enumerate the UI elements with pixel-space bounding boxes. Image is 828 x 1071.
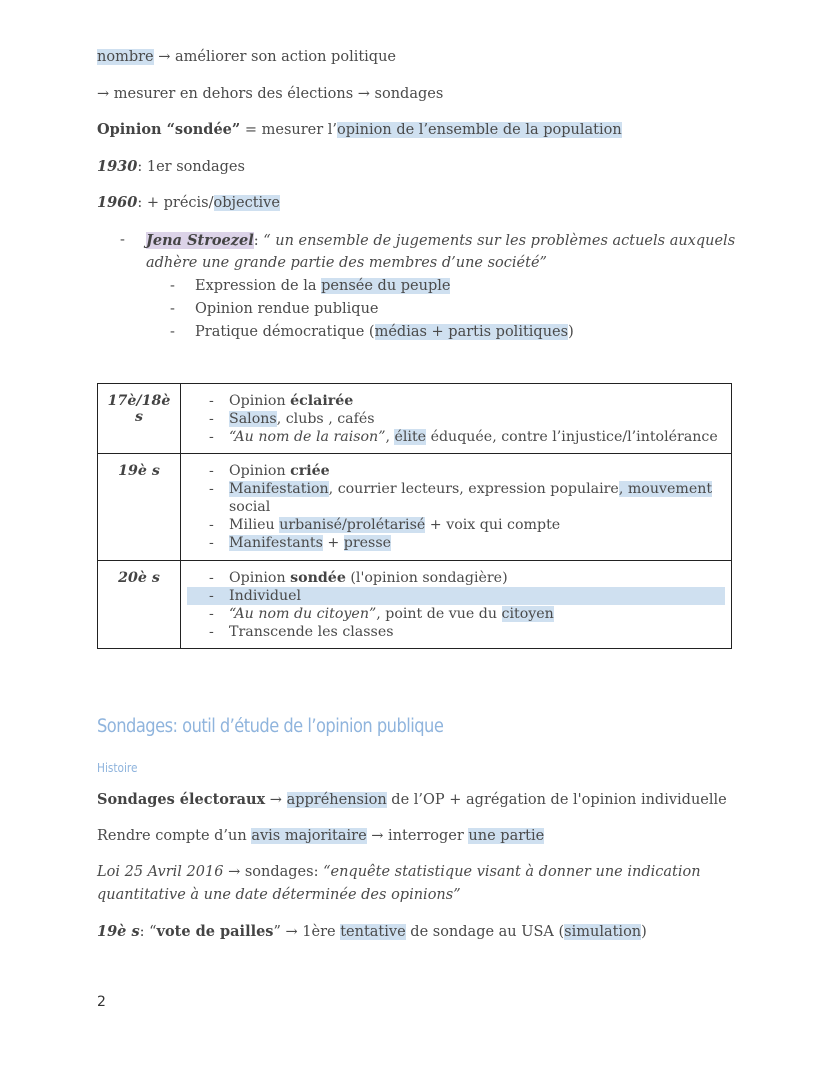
quote-text: adhère une grande partie des membres d’une société” [146, 255, 547, 271]
paragraph-nombre [97, 47, 396, 67]
sub-item-pratique [195, 321, 574, 344]
list-bullet: - [120, 232, 125, 248]
text: : + précis/ [137, 195, 214, 211]
paragraph-sondages-electoraux: Sondages électoraux → appréhension de l’OP + agrégation de l'opinion individuelle [97, 791, 727, 808]
era-cell: 17è/18è s [98, 384, 181, 454]
paragraph-loi-line-1: Loi 25 Avril 2016 → sondages: “enquête statistique visant à donner une indication [97, 864, 701, 880]
paragraph-loi-line-2: quantitative à une date déterminée des opinions” [97, 887, 461, 903]
list-item: - Individuel [187, 587, 725, 605]
text: → améliorer son action politique [153, 49, 397, 65]
paragraph-1960 [97, 193, 280, 213]
text: : [253, 233, 264, 249]
paragraph-1930 [97, 157, 245, 177]
paragraph-vote-de-pailles: 19è s: “vote de pailles” → 1ère tentative de sondage au USA (simulation) [97, 923, 647, 940]
list-item: - Salons, clubs , cafés [209, 411, 375, 427]
list-item: - Manifestation, courrier lecteurs, expression populaire, mouvement social [209, 481, 713, 515]
list-bullet: - [170, 278, 175, 294]
text: Pratique démocratique ( [195, 324, 375, 340]
list-bullet: - [170, 301, 175, 317]
definition-line-1 [146, 229, 735, 253]
era-cell: 19è s [98, 454, 181, 561]
paragraph-opinion-sondee [97, 120, 622, 140]
year-text: 1960 [97, 194, 138, 211]
text: : 1er sondages [137, 159, 245, 175]
text: Expression de la [195, 278, 322, 294]
highlight-text: nombre [97, 49, 154, 65]
content-cell [181, 454, 732, 561]
list-item: - “Au nom du citoyen”, point de vue du citoyen [209, 606, 554, 622]
list-item: - Opinion sondée (l'opinion sondagière) [209, 570, 508, 586]
highlight-text: opinion de l’ensemble de la population [337, 122, 622, 138]
opinion-table [97, 383, 732, 649]
page-number: 2 [97, 994, 106, 1010]
paragraph-rendre-compte: Rendre compte d’un avis majoritaire → interroger une partie [97, 828, 545, 844]
highlight-text: objective [213, 195, 280, 211]
list-item: - Transcende les classes [209, 624, 394, 640]
text: → mesurer en dehors des élections → sondages [97, 86, 444, 102]
era-cell: 20è s [98, 561, 181, 649]
definition-line-2 [146, 252, 547, 275]
sub-item-expression [195, 275, 450, 298]
content-cell [181, 384, 732, 454]
text: Opinion rendue publique [195, 301, 379, 317]
text: = mesurer l’ [240, 122, 338, 138]
content-cell [181, 561, 732, 649]
author-name: Jena Stroezel [146, 232, 254, 249]
table-row [98, 384, 732, 454]
table-row [98, 454, 732, 561]
list-item: - Opinion éclairée [209, 393, 354, 409]
sub-item-opinion-rendue [195, 298, 379, 321]
section-subheading: Histoire [97, 761, 138, 775]
text: ) [568, 324, 574, 340]
table-row [98, 561, 732, 649]
list-item: - Manifestants + presse [209, 535, 392, 551]
list-item: - “Au nom de la raison”, élite éduquée, contre l’injustice/l’intolérance [209, 429, 718, 445]
bold-text: Opinion “sondée” [97, 121, 241, 138]
highlight-text: médias + partis politiques [374, 324, 569, 340]
quote-text: “ un ensemble de jugements sur les problèmes actuels auxquels [263, 233, 736, 249]
list-item: - Milieu urbanisé/prolétarisé + voix qui compte [209, 517, 561, 533]
list-bullet: - [170, 324, 175, 340]
paragraph-mesurer [97, 84, 443, 104]
list-item: - Opinion criée [209, 463, 330, 479]
highlight-text: pensée du peuple [321, 278, 451, 294]
year-text: 1930 [97, 158, 138, 175]
section-heading: Sondages: outil d’étude de l’opinion publique [97, 716, 444, 737]
